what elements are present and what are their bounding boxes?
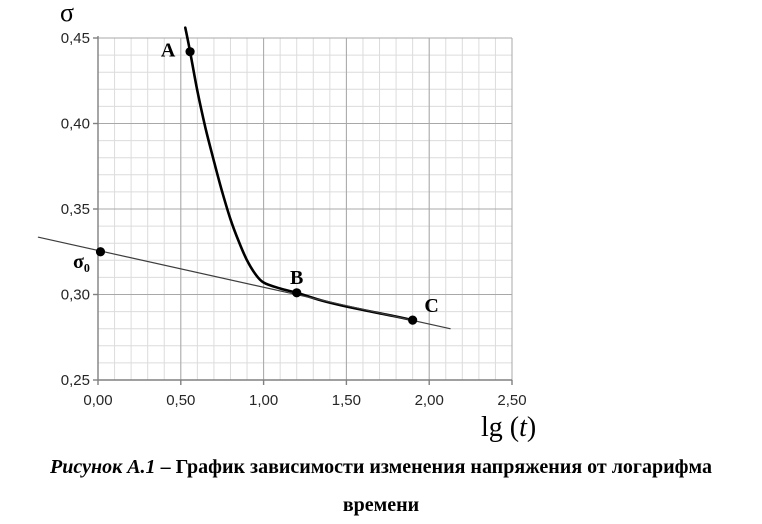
- y-tick-label: 0,35: [60, 201, 90, 218]
- figure-caption: [0, 448, 762, 524]
- point-a-label: A: [160, 39, 176, 62]
- y-tick-label: 0,40: [60, 115, 90, 133]
- x-axis-label: [481, 412, 536, 444]
- x-axis-label-post: ): [526, 412, 537, 443]
- x-tick-label: 1,50: [331, 392, 362, 409]
- x-tick-label: 0,00: [83, 392, 113, 409]
- y-axis-symbol: σ: [60, 0, 75, 27]
- caption-figure-number: Рисунок А.1: [50, 456, 156, 478]
- x-tick-label: 2,00: [414, 392, 444, 409]
- point-c-label: C: [424, 295, 439, 318]
- x-axis-label-variable: t: [519, 412, 527, 443]
- y-tick-label: 0,45: [60, 30, 90, 47]
- x-tick-label: 0,50: [166, 392, 196, 409]
- point-a: [185, 47, 194, 56]
- caption-title: График зависимости изменения напряжения от логарифма: [175, 456, 712, 478]
- point-b: [292, 288, 301, 297]
- caption-line-1: [0, 448, 762, 486]
- x-axis-label-pre: lg (: [481, 412, 520, 443]
- y-tick-label: 0,30: [60, 286, 90, 304]
- caption-separator: –: [155, 456, 176, 478]
- point-sigma0-label: σ₀: [73, 250, 90, 273]
- caption-line-2: времени: [342, 494, 420, 516]
- point-sigma0: [96, 247, 105, 256]
- x-tick-label: 1,00: [248, 392, 279, 409]
- y-tick-label: 0,25: [60, 372, 90, 389]
- x-tick-label: 2,50: [497, 392, 527, 409]
- point-b-label: B: [290, 266, 304, 289]
- point-c: [408, 316, 417, 325]
